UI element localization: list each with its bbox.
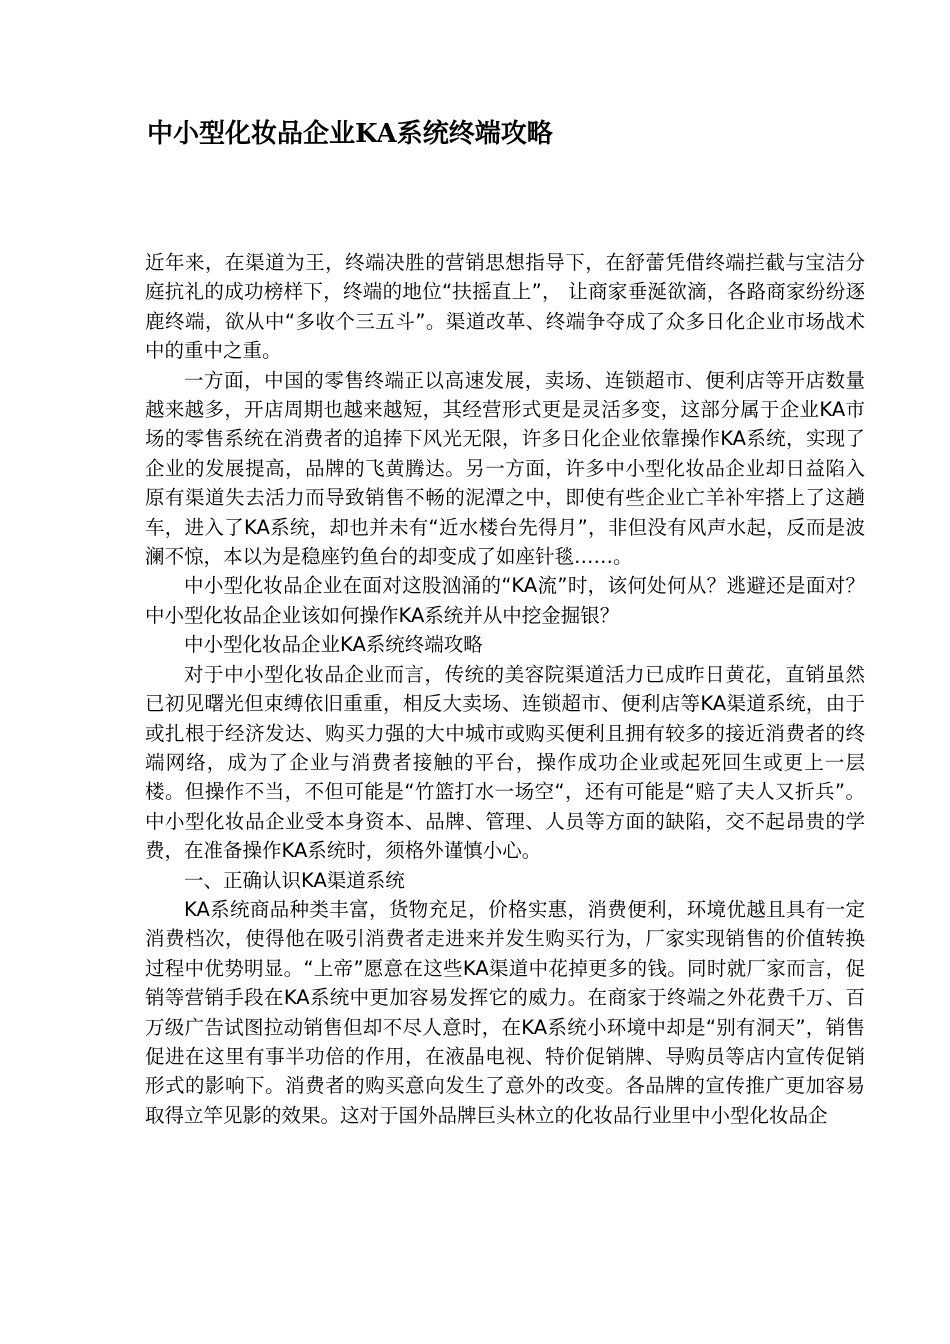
paragraph-market-status: 一方面，中国的零售终端正以高速发展，卖场、连锁超市、便利店等开店数量越来越多，开店周期也越来越短，其经营形式更是灵活多变，这部分属于企业KA市场的零售系统在消费者的追捧下风光无限，许多日化企业依靠操作KA系统，实现了企业的发展提高，品牌的飞黄腾达。另一方面，许多中小型化妆品企业却日益陷入原有渠道失去活力而导致销售不畅的泥潭之中，即使有些企业亡羊补牢搭上了这趟车，进入了KA系统，却也并未有“近水楼台先得月”，非但没有风声水起，反而是波澜不惊，本以为是稳座钓鱼台的却变成了如座针毯……。 xyxy=(145,368,865,569)
section-heading: 中小型化妆品企业KA系统终端攻略 xyxy=(184,633,483,657)
paragraph-ka-advantages: KA系统商品种类丰富，货物充足，价格实惠，消费便利，环境优越且具有一定消费档次，使得他在吸引消费者走进来并发生购买行为，厂家实现销售的价值转换过程中优势明显。“上帝”愿意在这些KA渠道中花掉更多的钱。同时就厂家而言，促销等营销手段在KA系统中更加容易发挥它的威力。在商家于终端之外花费千万、百万级广告试图拉动销售但却不尽人意时，在KA系统小环境中却是“别有洞天”，销售促进在这里有事半功倍的作用，在液晶电视、特价促销牌、导购员等店内宣传促销形式的影响下。消费者的购买意向发生了意外的改变。各品牌的宣传推广更加容易取得立竿见影的效果。这对于国外品牌巨头林立的化妆品行业里中小型化妆品企 xyxy=(145,897,865,1127)
paragraph-question: 中小型化妆品企业在面对这股汹涌的“KA流”时，该何处何从？逃避还是面对？中小型化妆品企业该如何操作KA系统并从中挖金掘银？ xyxy=(145,574,865,627)
document-title: 中小型化妆品企业KA系统终端攻略 xyxy=(147,119,553,149)
subsection-heading-1: 一、正确认识KA渠道系统 xyxy=(184,868,405,892)
paragraph-channel-analysis: 对于中小型化妆品企业而言，传统的美容院渠道活力已成昨日黄花，直销虽然已初见曙光但束缚依旧重重，相反大卖场、连锁超市、便利店等KA渠道系统，由于或扎根于经济发达、购买力强的大中城市或购买便利且拥有较多的接近消费者的终端网络，成为了企业与消费者接触的平台，操作成功企业或起死回生或更上一层楼。但操作不当，不但可能是“竹篮打水一场空“，还有可能是“赔了夫人又折兵”。 中小型化妆品企业受本身资本、品牌、管理、人员等方面的缺陷，交不起昂贵的学费，在准备操作KA系统时，须格外谨慎小心。 xyxy=(145,662,865,863)
document-body xyxy=(145,248,865,1130)
paragraph-intro: 近年来，在渠道为王，终端决胜的营销思想指导下，在舒蕾凭借终端拦截与宝洁分庭抗礼的成功榜样下，终端的地位“扶摇直上”， 让商家垂涎欲滴，各路商家纷纷逐鹿终端，欲从中“多收个三五斗”。渠道改革、终端争夺成了众多日化企业市场战术中的重中之重。 xyxy=(145,251,865,363)
